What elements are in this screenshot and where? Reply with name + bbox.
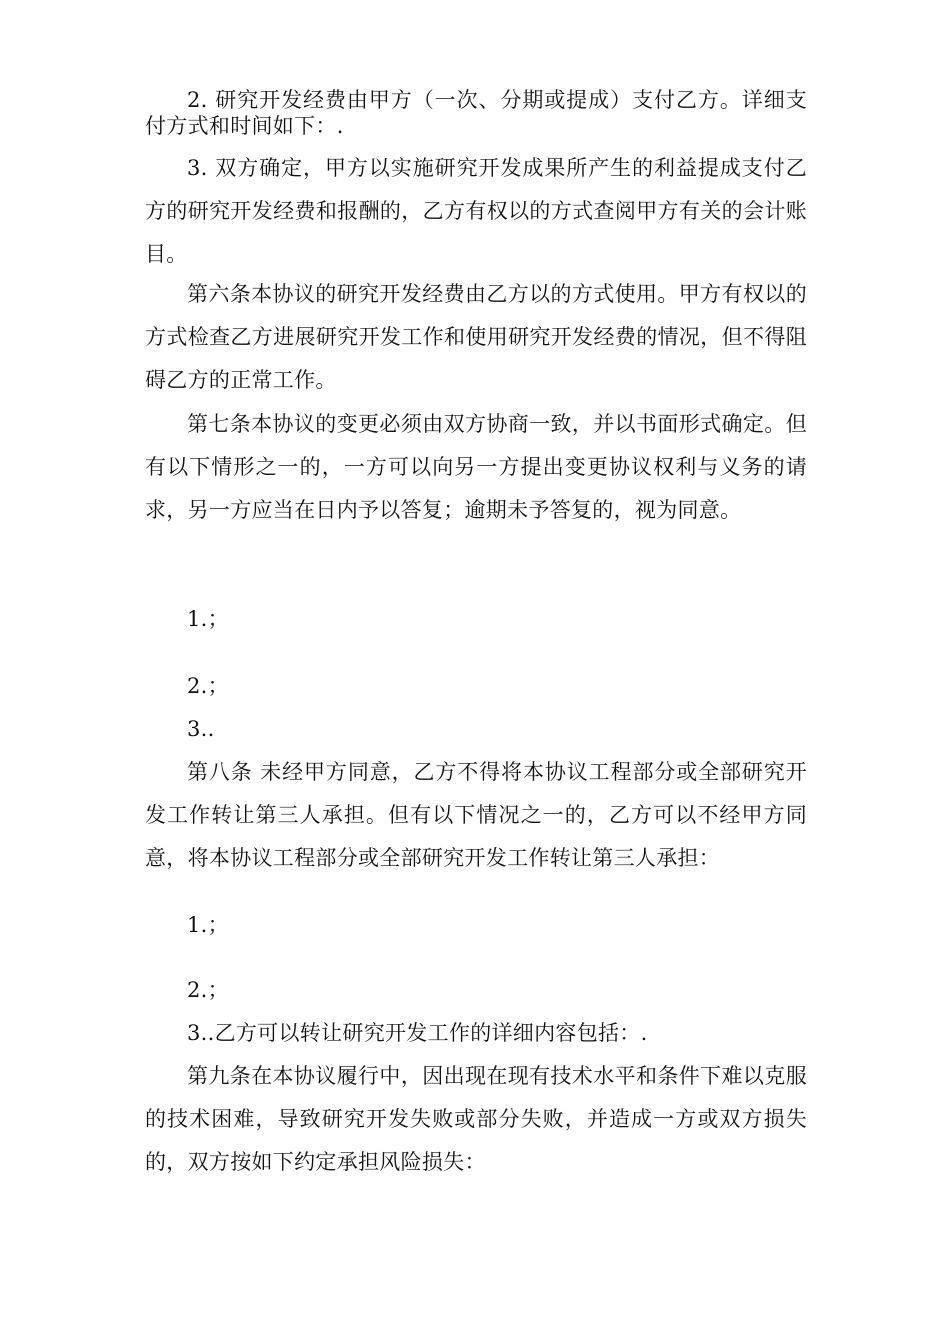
list-item-7-3: 3.. [187,717,215,741]
list-item-7-1: 1.； [187,607,229,631]
paragraph-article-8: 第八条 未经甲方同意，乙方不得将本协议工程部分或全部研究开发工作转让第三人承担。但有以下情况之一的，乙方可以不经甲方同意，将本协议工程部分或全部研究开发工作转让第三人承担： [145,760,807,870]
list-item-7-2: 2.； [187,674,229,698]
paragraph-payment-method: 2. 研究开发经费由甲方（一次、分期或提成）支付乙方。详细支付方式和时间如下：. [145,88,807,138]
list-item-8-2: 2.； [187,978,229,1002]
paragraph-article-9: 第九条在本协议履行中，因出现在现有技术水平和条件下难以克服的技术困难，导致研究开发失败或部分失败，并造成一方或双方损失的，双方按如下约定承担风险损失： [145,1064,807,1174]
paragraph-article-7: 第七条本协议的变更必须由双方协商一致，并以书面形式确定。但有以下情形之一的，一方可以向另一方提出变更协议权利与义务的请求，另一方应当在日内予以答复；逾期未予答复的，视为同意。 [145,412,807,522]
paragraph-article-6: 第六条本协议的研究开发经费由乙方以的方式使用。甲方有权以的方式检查乙方进展研究开发工作和使用研究开发经费的情况，但不得阻碍乙方的正常工作。 [145,282,807,392]
paragraph-profit-sharing: 3. 双方确定，甲方以实施研究开发成果所产生的利益提成支付乙方的研究开发经费和报酬的，乙方有权以的方式查阅甲方有关的会计账目。 [145,156,807,266]
list-item-8-1: 1.； [187,913,229,937]
list-item-8-3: 3..乙方可以转让研究开发工作的详细内容包括：. [187,1021,648,1045]
